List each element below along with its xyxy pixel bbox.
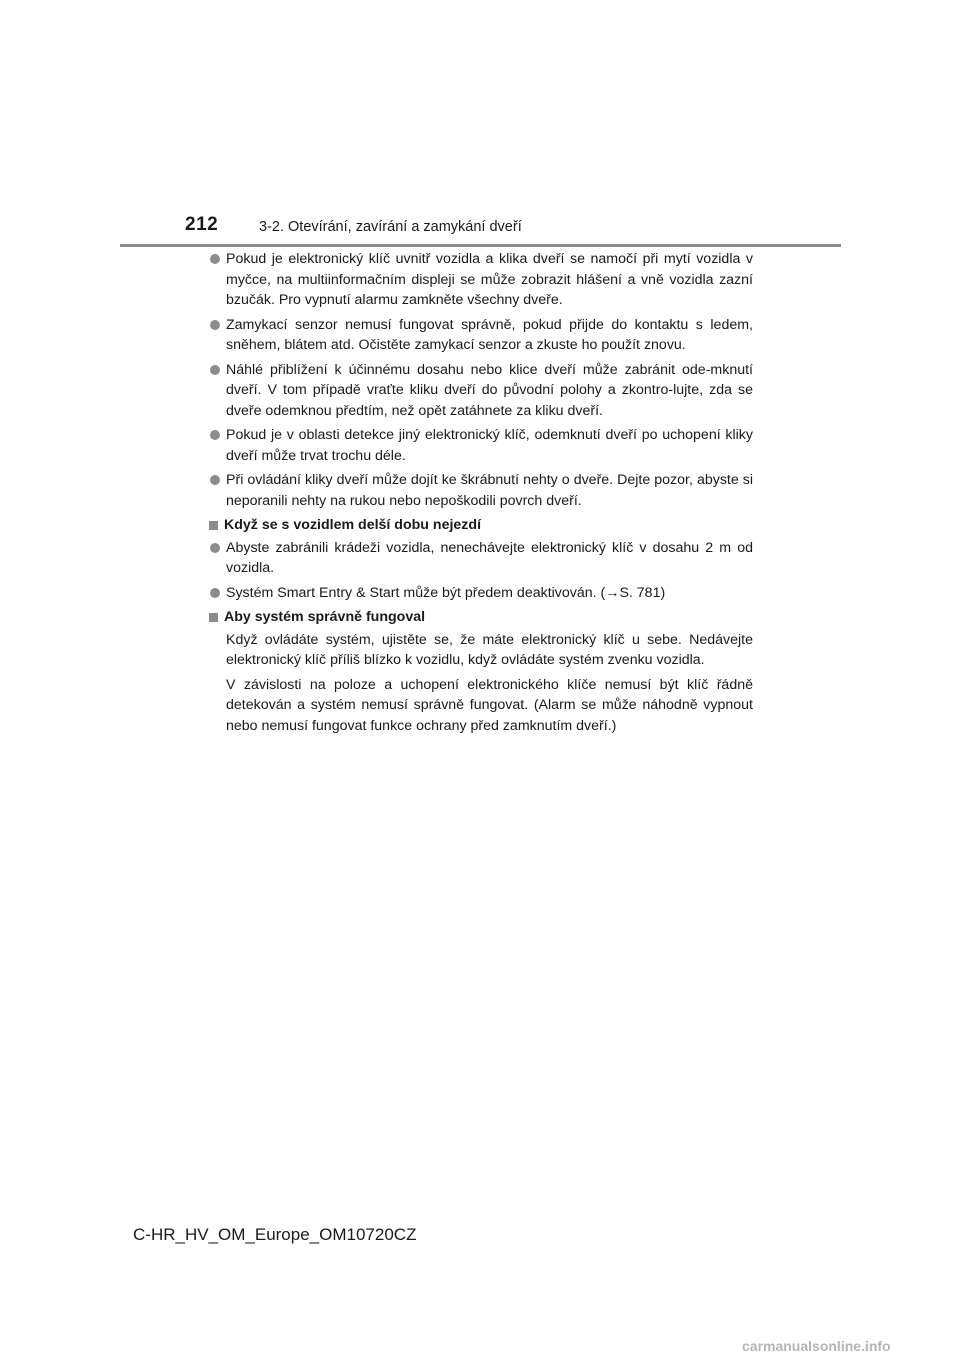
list-item xyxy=(207,360,753,422)
list-item-text: Pokud je v oblasti detekce jiný elektronický klíč, odemknutí dveří po uchopení kliky dveří může trvat trochu déle. xyxy=(226,427,753,464)
document-code: C-HR_HV_OM_Europe_OM10720CZ xyxy=(133,1225,417,1244)
paragraph: Když ovládáte systém, ujistěte se, že máte elektronický klíč u sebe. Nedávejte elektronický klíč příliš blízko k vozidlu, když ovládáte systém zvenku vozidla. xyxy=(226,631,753,668)
paragraph: V závislosti na poloze a uchopení elektronického klíče nemusí být klíč řádně detekován a systém nemusí správně fungovat. (Alarm se může náhodně vypnout nebo nemusí fungovat funkce ochrany před zamknutím dveří.) xyxy=(226,676,753,734)
bullet-icon xyxy=(210,475,220,485)
list-item-text: Náhlé přiblížení k účinnému dosahu nebo klice dveří může zabránit ode-mknutí dveří. V tom případě vraťte kliku dveří do původní polohy a zkontro-lujte, zda se dveře odemknou předtím, než opět zatáhnete za kliku dveří. xyxy=(226,361,753,419)
list-item xyxy=(207,249,753,311)
section-heading-proper-function xyxy=(207,607,753,628)
square-bullet-icon xyxy=(209,521,218,530)
list-item-text: Zamykací senzor nemusí fungovat správně, pokud přijde do kontaktu s ledem, sněhem, blátem atd. Očistěte zamykací senzor a zkuste ho použít znovu. xyxy=(226,316,753,353)
section-title: 3-2. Otevírání, zavírání a zamykání dveří xyxy=(259,219,522,235)
section-heading-long-absence xyxy=(207,515,753,536)
list-item-text: Abyste zabránili krádeži vozidla, nenechávejte elektronický klíč v dosahu 2 m od vozidla. xyxy=(226,539,753,576)
heading-text: Aby systém správně fungoval xyxy=(224,609,426,625)
list-item xyxy=(207,425,753,466)
square-bullet-icon xyxy=(209,613,218,622)
bullet-icon xyxy=(210,430,220,440)
bullet-icon xyxy=(210,365,220,375)
list-item-text: Systém Smart Entry & Start může být předem deaktivován. (→S. 781) xyxy=(226,584,666,601)
list-item-text: Při ovládání kliky dveří může dojít ke škrábnutí nehty o dveře. Dejte pozor, abyste si neporanili nehty na rukou nebo nepoškodili povrch dveří. xyxy=(226,472,753,509)
page-content xyxy=(207,249,753,740)
list-item xyxy=(207,470,753,511)
header-rule xyxy=(120,244,841,247)
heading-text: Když se s vozidlem delší dobu nejezdí xyxy=(224,517,482,533)
page-number: 212 xyxy=(185,214,219,235)
watermark: carmanualsonline.info xyxy=(742,1338,891,1354)
list-item xyxy=(207,315,753,356)
list-item xyxy=(207,583,753,604)
list-item xyxy=(207,538,753,579)
bullet-icon xyxy=(210,588,220,598)
bullet-icon xyxy=(210,254,220,264)
bullet-icon xyxy=(210,320,220,330)
bullet-icon xyxy=(210,543,220,553)
list-item-text: Pokud je elektronický klíč uvnitř vozidla a klika dveří se namočí při mytí vozidla v myčce, na multiinformačním displeji se může zobrazit hlášení a vně vozidla zazní bzučák. Pro vypnutí alarmu zamkněte všechny dveře. xyxy=(226,251,753,308)
